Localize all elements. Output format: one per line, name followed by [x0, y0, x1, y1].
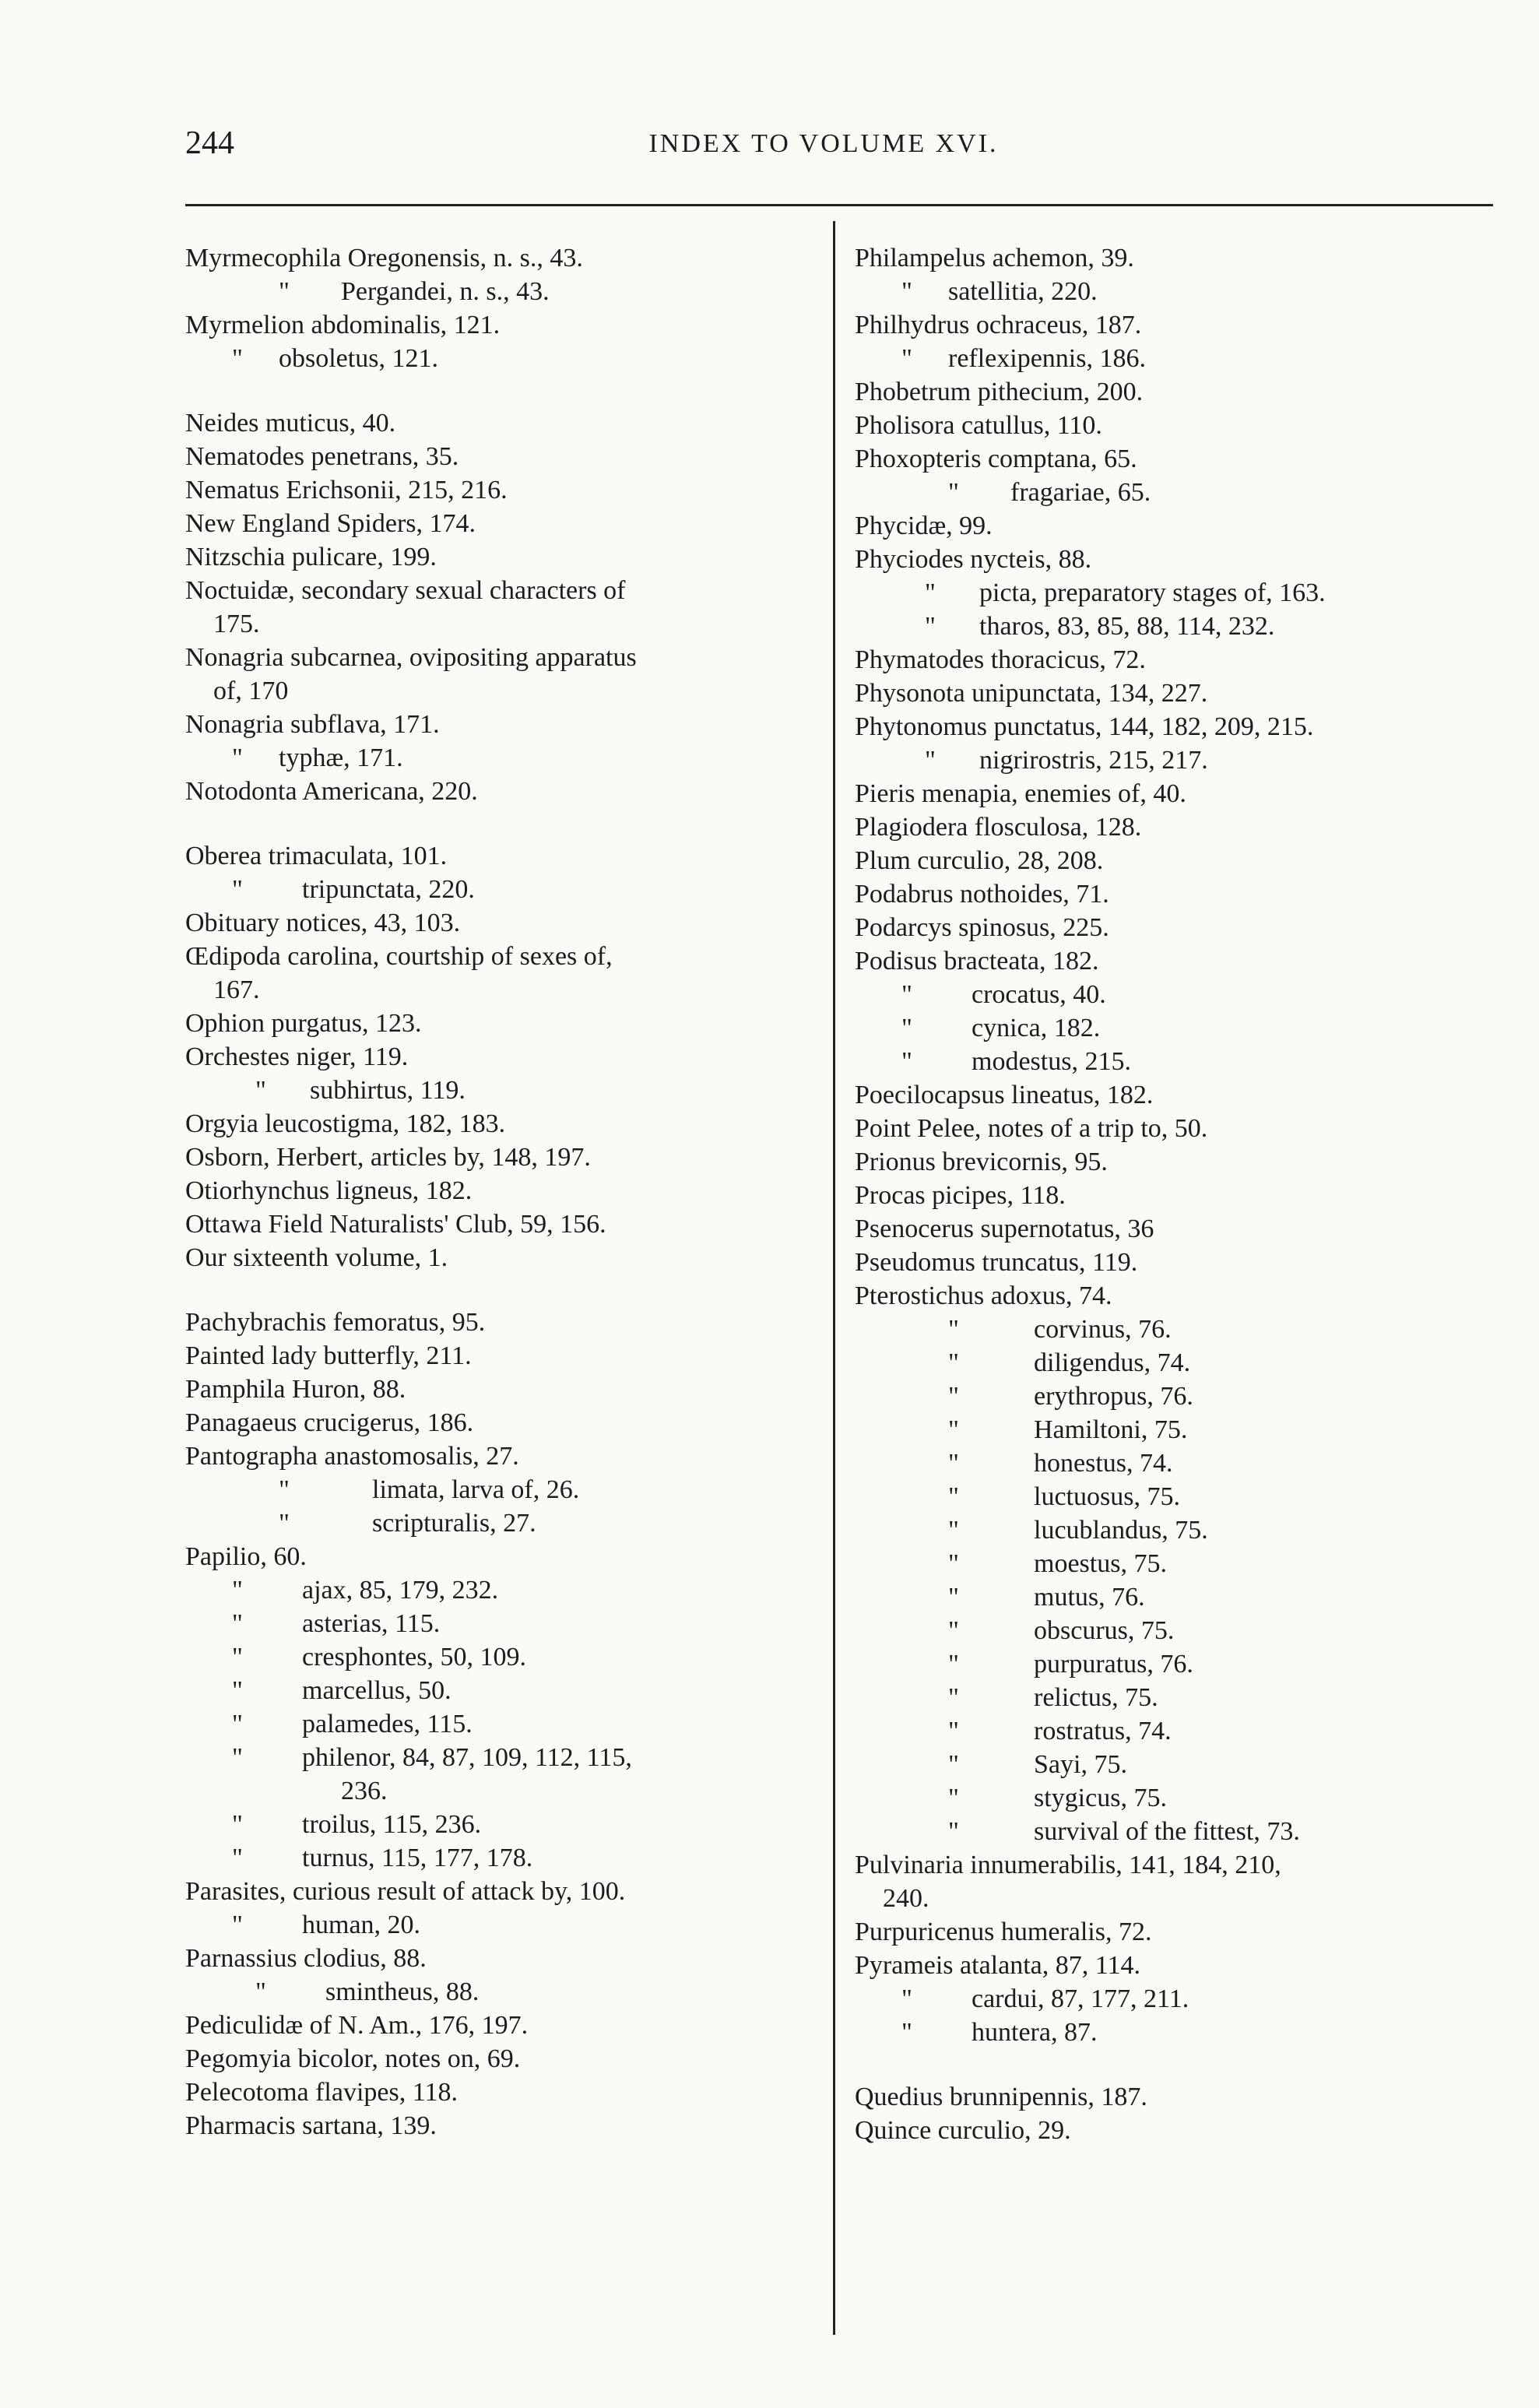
ditto-mark: " — [948, 1616, 959, 1645]
index-entry-text: corvinus, 76. — [1034, 1315, 1172, 1344]
index-entry — [855, 1647, 1493, 1681]
index-entry — [185, 1942, 816, 1975]
index-entry — [185, 1040, 816, 1074]
index-entry — [185, 1306, 816, 1339]
ditto-mark: " — [232, 1911, 243, 1939]
ditto-mark: " — [232, 1609, 243, 1638]
index-entry-text: luctuosus, 75. — [1034, 1482, 1180, 1511]
ditto-mark: " — [948, 1382, 959, 1411]
index-entry-text: Prionus brevicornis, 95. — [855, 1148, 1108, 1176]
ditto-mark: " — [255, 1076, 266, 1105]
index-entry-text: fragariae, 65. — [1010, 478, 1151, 507]
index-entry — [185, 2042, 816, 2076]
index-entry-text: picta, preparatory stages of, 163. — [979, 578, 1326, 607]
index-entry-text: Phytonomus punctatus, 144, 182, 209, 215. — [855, 712, 1314, 741]
ditto-mark: " — [232, 875, 243, 904]
index-entry-text: Notodonta Americana, 220. — [185, 777, 478, 806]
index-entry — [185, 1640, 816, 1674]
index-entry-text: Pergandei, n. s., 43. — [341, 277, 550, 306]
index-entry-text: Myrmelion abdominalis, 121. — [185, 311, 501, 339]
ditto-mark: " — [901, 277, 912, 306]
index-entry-text: survival of the fittest, 73. — [1034, 1817, 1300, 1846]
index-entry-text: erythropus, 76. — [1034, 1382, 1193, 1411]
ditto-mark: " — [232, 1643, 243, 1672]
index-entry — [185, 708, 816, 741]
index-entry — [855, 1380, 1493, 1413]
index-entry — [185, 839, 816, 873]
ditto-mark: " — [232, 743, 243, 772]
index-entry-text: Orchestes niger, 119. — [185, 1042, 409, 1071]
index-entry-text: Hamiltoni, 75. — [1034, 1415, 1188, 1444]
ditto-mark: " — [255, 1977, 266, 2006]
index-entry — [855, 1681, 1493, 1714]
ditto-mark: " — [948, 1750, 959, 1779]
index-entry — [185, 973, 816, 1007]
index-entry — [185, 1208, 816, 1241]
index-entry-text: marcellus, 50. — [302, 1676, 452, 1705]
ditto-mark: " — [232, 1576, 243, 1605]
index-entry-text: Neides muticus, 40. — [185, 409, 396, 438]
index-entry — [855, 844, 1493, 877]
index-entry — [185, 1440, 816, 1473]
index-entry — [855, 1915, 1493, 1949]
index-entry-text: crocatus, 40. — [972, 980, 1106, 1009]
index-entry — [185, 1107, 816, 1141]
index-entry-text: tripunctata, 220. — [302, 875, 475, 904]
index-entry — [185, 1908, 816, 1942]
index-entry-text: diligendus, 74. — [1034, 1348, 1191, 1377]
index-entry-text: Pyrameis atalanta, 87, 114. — [855, 1951, 1140, 1980]
ditto-mark: " — [901, 980, 912, 1009]
index-entry — [855, 743, 1493, 777]
index-entry-text: Plagiodera flosculosa, 128. — [855, 813, 1142, 842]
ditto-mark: " — [901, 1014, 912, 1042]
ditto-mark: " — [948, 1348, 959, 1377]
index-entry — [185, 1741, 816, 1774]
index-entry — [855, 1112, 1493, 1145]
index-entry-text: Point Pelee, notes of a trip to, 50. — [855, 1114, 1208, 1143]
index-entry — [855, 710, 1493, 743]
ditto-mark: " — [948, 1784, 959, 1812]
index-entry-text: Podabrus nothoides, 71. — [855, 880, 1109, 909]
index-entry — [185, 440, 816, 473]
index-entry-text: Sayi, 75. — [1034, 1750, 1127, 1779]
index-entry — [855, 442, 1493, 476]
ditto-mark: " — [948, 1482, 959, 1511]
index-entry-text: Plum curculio, 28, 208. — [855, 846, 1104, 875]
ditto-mark: " — [232, 344, 243, 373]
index-entry-text: Otiorhynchus ligneus, 182. — [185, 1176, 473, 1205]
ditto-mark: " — [948, 1817, 959, 1846]
index-entry-text: Pediculidæ of N. Am., 176, 197. — [185, 2011, 529, 2040]
index-entry-text: Ottawa Field Naturalists' Club, 59, 156. — [185, 1210, 606, 1239]
index-entry — [855, 1848, 1493, 1882]
ditto-mark: " — [948, 1415, 959, 1444]
index-entry-text: Physonota unipunctata, 134, 227. — [855, 679, 1208, 708]
index-entry — [185, 406, 816, 440]
ditto-mark: " — [901, 2018, 912, 2047]
index-entry — [855, 1413, 1493, 1447]
header-rule — [185, 204, 1493, 206]
index-entry — [185, 1707, 816, 1741]
index-entry — [855, 1882, 1493, 1915]
index-entry — [185, 1373, 816, 1406]
ditto-mark: " — [948, 1516, 959, 1545]
index-entry-text: of, 170 — [213, 677, 289, 705]
index-entry — [855, 1011, 1493, 1045]
index-entry-text: Painted lady butterfly, 211. — [185, 1341, 472, 1370]
index-entry — [855, 978, 1493, 1011]
index-entry-text: Phymatodes thoracicus, 72. — [855, 645, 1146, 674]
ditto-mark: " — [901, 344, 912, 373]
index-entry-text: Phyciodes nycteis, 88. — [855, 545, 1092, 574]
index-entry — [185, 308, 816, 342]
index-entry-text: Pelecotoma flavipes, 118. — [185, 2078, 458, 2107]
index-entry — [185, 940, 816, 973]
index-entry-text: Nematus Erichsonii, 215, 216. — [185, 476, 508, 504]
index-entry — [855, 1781, 1493, 1815]
index-entry-text: lucublandus, 75. — [1034, 1516, 1208, 1545]
index-entry-text: Psenocerus supernotatus, 36 — [855, 1215, 1154, 1243]
index-entry-text: relictus, 75. — [1034, 1683, 1158, 1712]
index-entry-text: stygicus, 75. — [1034, 1784, 1167, 1812]
index-entry — [855, 2080, 1493, 2114]
index-entry-text: 175. — [213, 610, 260, 638]
index-entry — [185, 540, 816, 574]
index-entry-text: Pterostichus adoxus, 74. — [855, 1281, 1112, 1310]
page-header — [185, 125, 1462, 171]
index-entry — [185, 1841, 816, 1875]
ditto-mark: " — [948, 1549, 959, 1578]
index-entry — [185, 1674, 816, 1707]
running-title: INDEX TO VOLUME XVI. — [648, 129, 999, 158]
index-entry-text: mutus, 76. — [1034, 1583, 1145, 1612]
index-entry-text: Quince curculio, 29. — [855, 2116, 1071, 2145]
ditto-mark: " — [948, 1449, 959, 1478]
ditto-mark: " — [232, 1810, 243, 1839]
index-entry-text: nigrirostris, 215, 217. — [979, 746, 1208, 775]
index-entry-text: honestus, 74. — [1034, 1449, 1173, 1478]
index-entry — [185, 1573, 816, 1607]
ditto-mark: " — [279, 1509, 290, 1538]
index-entry — [855, 1547, 1493, 1580]
index-entry-text: Pachybrachis femoratus, 95. — [185, 1308, 486, 1337]
index-entry — [185, 1774, 816, 1808]
index-entry — [855, 1279, 1493, 1313]
index-entry-text: typhæ, 171. — [279, 743, 403, 772]
ditto-mark: " — [925, 578, 936, 607]
index-entry-text: cresphontes, 50, 109. — [302, 1643, 527, 1672]
ditto-mark: " — [948, 1583, 959, 1612]
index-entry — [185, 1241, 816, 1274]
index-entry-text: philenor, 84, 87, 109, 112, 115, — [302, 1743, 632, 1772]
index-entry — [855, 777, 1493, 810]
index-entry — [185, 1975, 816, 2009]
index-entry — [855, 643, 1493, 677]
index-entry-text: purpuratus, 76. — [1034, 1650, 1193, 1679]
index-entry-text: 236. — [341, 1777, 388, 1805]
index-entry-text: Panagaeus crucigerus, 186. — [185, 1408, 474, 1437]
index-entry — [185, 607, 816, 641]
column-divider — [833, 221, 835, 2335]
index-entry — [855, 576, 1493, 610]
index-entry — [185, 1074, 816, 1107]
index-entry-text: scripturalis, 27. — [372, 1509, 536, 1538]
index-entry — [185, 1406, 816, 1440]
index-entry-text: Parnassius clodius, 88. — [185, 1944, 427, 1973]
index-entry — [185, 1808, 816, 1841]
index-entry — [185, 1875, 816, 1908]
index-entry — [855, 1815, 1493, 1848]
index-entry-text: Our sixteenth volume, 1. — [185, 1243, 448, 1272]
index-entry-text: obscurus, 75. — [1034, 1616, 1175, 1645]
index-entry-text: Nitzschia pulicare, 199. — [185, 543, 437, 571]
index-entry-text: Pharmacis sartana, 139. — [185, 2111, 437, 2140]
index-entry-text: moestus, 75. — [1034, 1549, 1167, 1578]
index-entry — [855, 1949, 1493, 1982]
index-entry-text: Pieris menapia, enemies of, 40. — [855, 779, 1186, 808]
index-entry — [185, 1174, 816, 1208]
index-entry — [855, 610, 1493, 643]
index-entry-text: Phoxopteris comptana, 65. — [855, 445, 1137, 473]
left-index-column — [185, 241, 816, 2143]
index-entry — [855, 543, 1493, 576]
index-entry — [185, 473, 816, 507]
index-entry — [855, 1714, 1493, 1748]
index-entry-text: 167. — [213, 976, 260, 1004]
index-entry — [855, 1614, 1493, 1647]
index-entry — [855, 375, 1493, 409]
index-entry — [855, 1748, 1493, 1781]
index-entry — [855, 409, 1493, 442]
index-entry — [855, 275, 1493, 308]
ditto-mark: " — [232, 1710, 243, 1738]
index-entry-text: subhirtus, 119. — [310, 1076, 466, 1105]
index-entry — [185, 641, 816, 674]
index-entry-text: Pegomyia bicolor, notes on, 69. — [185, 2044, 521, 2073]
page-number: 244 — [185, 125, 234, 161]
index-entry — [185, 1473, 816, 1506]
index-entry-text: Nematodes penetrans, 35. — [185, 442, 459, 471]
index-entry — [185, 2076, 816, 2109]
index-entry-text: Nonagria subcarnea, ovipositing apparatus — [185, 643, 637, 672]
index-entry-text: Papilio, 60. — [185, 1542, 307, 1571]
index-entry — [185, 741, 816, 775]
index-entry — [855, 1580, 1493, 1614]
index-entry-text: turnus, 115, 177, 178. — [302, 1844, 533, 1872]
index-entry-text: Philampelus achemon, 39. — [855, 244, 1134, 272]
index-entry — [185, 1607, 816, 1640]
index-entry — [185, 241, 816, 275]
index-entry-text: 240. — [883, 1884, 929, 1913]
index-entry-text: limata, larva of, 26. — [372, 1475, 580, 1504]
index-entry-text: Philhydrus ochraceus, 187. — [855, 311, 1142, 339]
index-entry-text: Orgyia leucostigma, 182, 183. — [185, 1109, 506, 1138]
ditto-mark: " — [232, 1844, 243, 1872]
index-entry — [855, 810, 1493, 844]
index-entry — [855, 1447, 1493, 1480]
ditto-mark: " — [948, 1717, 959, 1745]
index-entry-text: modestus, 215. — [972, 1047, 1131, 1076]
index-entry-text: reflexipennis, 186. — [948, 344, 1146, 373]
index-entry-text: Myrmecophila Oregonensis, n. s., 43. — [185, 244, 583, 272]
index-entry — [855, 2114, 1493, 2147]
index-entry-text: Osborn, Herbert, articles by, 148, 197. — [185, 1143, 591, 1172]
index-entry — [855, 677, 1493, 710]
index-entry-text: obsoletus, 121. — [279, 344, 438, 373]
index-entry — [855, 509, 1493, 543]
index-entry-text: New England Spiders, 174. — [185, 509, 476, 538]
index-entry — [855, 1246, 1493, 1279]
index-entry-text: smintheus, 88. — [325, 1977, 480, 2006]
index-entry — [855, 1480, 1493, 1513]
index-entry-text: Podisus bracteata, 182. — [855, 947, 1099, 976]
index-entry — [185, 2109, 816, 2143]
index-entry-text: human, 20. — [302, 1911, 421, 1939]
index-entry-text: Phobetrum pithecium, 200. — [855, 378, 1144, 406]
index-entry-text: Pulvinaria innumerabilis, 141, 184, 210, — [855, 1851, 1281, 1879]
index-entry — [855, 2016, 1493, 2049]
ditto-mark: " — [279, 277, 290, 306]
index-entry — [855, 342, 1493, 375]
index-entry-text: satellitia, 220. — [948, 277, 1098, 306]
index-entry — [855, 1045, 1493, 1078]
ditto-mark: " — [925, 612, 936, 641]
ditto-mark: " — [925, 746, 936, 775]
index-entry — [185, 507, 816, 540]
index-entry — [185, 574, 816, 607]
index-entry — [855, 1346, 1493, 1380]
index-entry-text: Pantographa anastomosalis, 27. — [185, 1442, 519, 1471]
ditto-mark: " — [901, 1047, 912, 1076]
ditto-mark: " — [948, 1650, 959, 1679]
index-entry-text: palamedes, 115. — [302, 1710, 473, 1738]
index-entry-text: Pholisora catullus, 110. — [855, 411, 1102, 440]
ditto-mark: " — [948, 1683, 959, 1712]
index-entry — [855, 944, 1493, 978]
index-entry-text: Parasites, curious result of attack by, 100. — [185, 1877, 626, 1906]
ditto-mark: " — [948, 1315, 959, 1344]
index-entry — [185, 674, 816, 708]
index-entry-text: Quedius brunnipennis, 187. — [855, 2083, 1147, 2111]
index-entry — [185, 1339, 816, 1373]
index-entry — [855, 1145, 1493, 1179]
index-entry — [855, 1212, 1493, 1246]
index-entry-text: huntera, 87. — [972, 2018, 1098, 2047]
index-entry — [855, 877, 1493, 911]
index-entry — [185, 775, 816, 808]
index-entry-text: Poecilocapsus lineatus, 182. — [855, 1081, 1154, 1109]
index-entry — [185, 906, 816, 940]
index-entry-text: cynica, 182. — [972, 1014, 1101, 1042]
index-entry-text: troilus, 115, 236. — [302, 1810, 482, 1839]
index-entry-text: rostratus, 74. — [1034, 1717, 1172, 1745]
index-entry-text: Pamphila Huron, 88. — [185, 1375, 406, 1404]
index-entry — [855, 1513, 1493, 1547]
index-entry — [855, 308, 1493, 342]
index-entry-text: Pseudomus truncatus, 119. — [855, 1248, 1138, 1277]
index-entry — [185, 1506, 816, 1540]
index-entry — [185, 1540, 816, 1573]
index-entry — [855, 1982, 1493, 2016]
index-entry — [185, 1007, 816, 1040]
index-entry-text: asterias, 115. — [302, 1609, 441, 1638]
index-entry-text: Procas picipes, 118. — [855, 1181, 1066, 1210]
right-index-column — [855, 241, 1493, 2147]
ditto-mark: " — [232, 1743, 243, 1772]
index-entry — [185, 873, 816, 906]
index-entry-text: Phycidæ, 99. — [855, 511, 993, 540]
index-entry — [855, 241, 1493, 275]
index-entry-text: Podarcys spinosus, 225. — [855, 913, 1109, 942]
ditto-mark: " — [948, 478, 959, 507]
index-entry-text: Obituary notices, 43, 103. — [185, 909, 461, 937]
index-entry-text: cardui, 87, 177, 211. — [972, 1984, 1189, 2013]
index-entry — [855, 476, 1493, 509]
index-entry-text: tharos, 83, 85, 88, 114, 232. — [979, 612, 1275, 641]
index-entry — [185, 2009, 816, 2042]
index-entry — [185, 1141, 816, 1174]
index-entry-text: Ophion purgatus, 123. — [185, 1009, 422, 1038]
index-entry-text: Noctuidæ, secondary sexual characters of — [185, 576, 626, 605]
ditto-mark: " — [279, 1475, 290, 1504]
index-entry — [855, 911, 1493, 944]
index-entry — [855, 1179, 1493, 1212]
index-entry — [185, 275, 816, 308]
ditto-mark: " — [232, 1676, 243, 1705]
index-entry-text: Purpuricenus humeralis, 72. — [855, 1918, 1152, 1946]
index-entry-text: ajax, 85, 179, 232. — [302, 1576, 499, 1605]
index-entry — [855, 1313, 1493, 1346]
index-entry — [185, 342, 816, 375]
index-entry — [855, 1078, 1493, 1112]
index-entry-text: Nonagria subflava, 171. — [185, 710, 440, 739]
ditto-mark: " — [901, 1984, 912, 2013]
index-entry-text: Oberea trimaculata, 101. — [185, 842, 448, 870]
index-entry-text: Œdipoda carolina, courtship of sexes of, — [185, 942, 613, 971]
